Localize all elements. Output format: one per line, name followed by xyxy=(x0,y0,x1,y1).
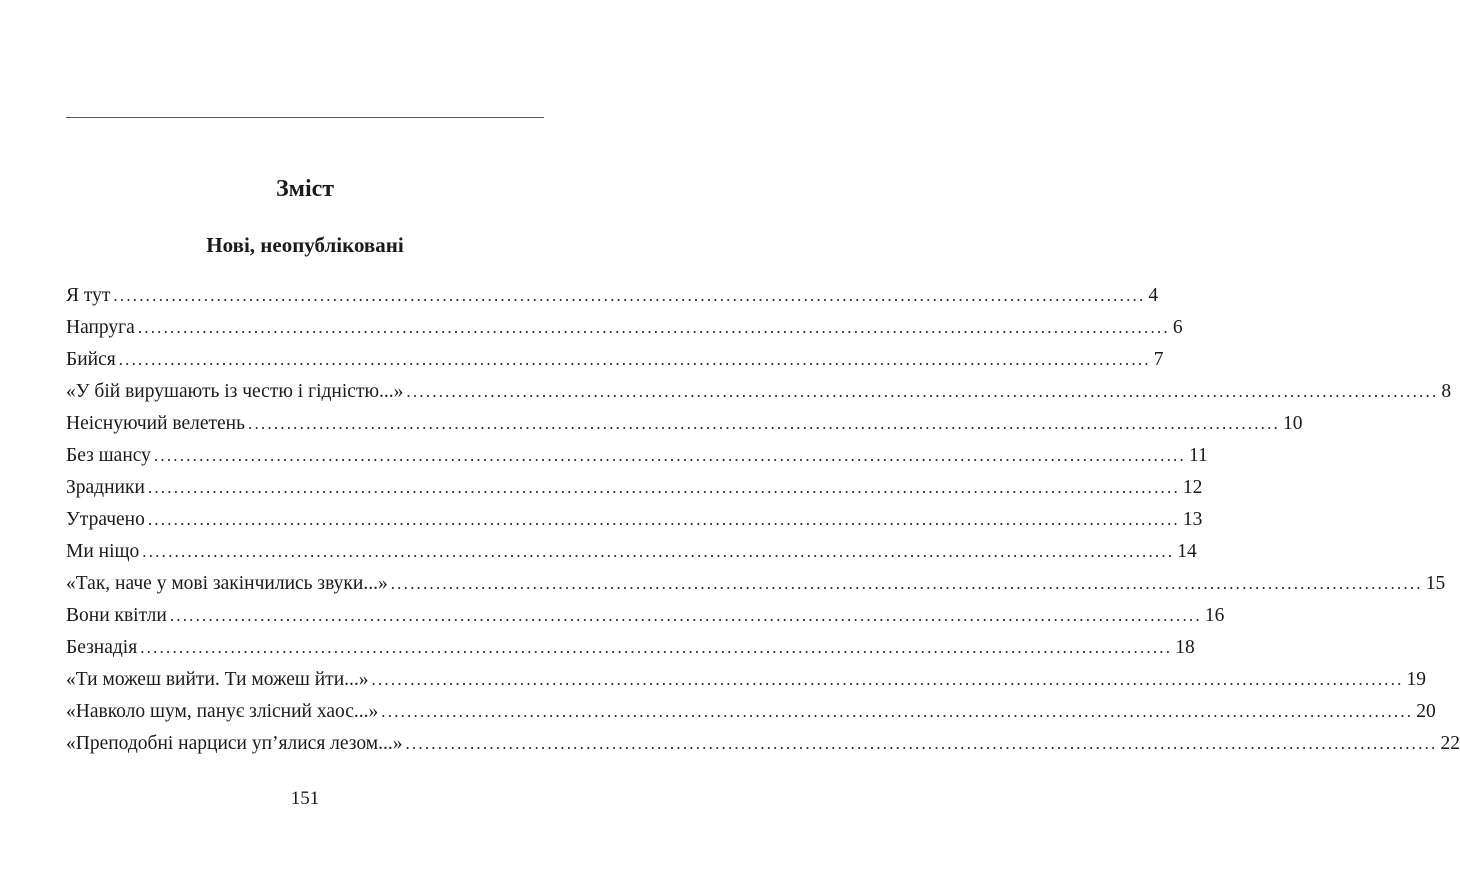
table-of-contents xyxy=(66,280,1460,760)
toc-entry[interactable] xyxy=(66,536,1197,568)
toc-leader-dots: ................................................................................................................................................................ xyxy=(118,350,1151,369)
toc-leader-dots: ................................................................................................................................................................ xyxy=(406,382,1439,401)
toc-entry-page: 7 xyxy=(1153,349,1164,370)
toc-entry-title: Утрачено xyxy=(66,509,145,530)
toc-entry[interactable] xyxy=(66,600,1225,632)
toc-entry-title: Бийся xyxy=(66,349,116,370)
toc-entry-page: 4 xyxy=(1148,285,1159,306)
toc-leader-dots: ................................................................................................................................................................ xyxy=(371,670,1404,689)
toc-entry-title: Ми ніщо xyxy=(66,541,140,562)
toc-entry-page: 13 xyxy=(1182,509,1203,530)
toc-entry-page: 11 xyxy=(1188,445,1208,466)
toc-entry-page: 16 xyxy=(1204,605,1225,626)
toc-entry-page: 8 xyxy=(1441,381,1452,402)
page-title: Зміст xyxy=(275,176,335,202)
toc-entry-page: 18 xyxy=(1175,637,1195,658)
toc-entry-page: 15 xyxy=(1425,573,1446,594)
toc-entry[interactable] xyxy=(66,408,1303,440)
toc-entry-title: Неіснуючий велетень xyxy=(66,413,246,434)
toc-entry-title: «Так, наче у мові закінчились звуки...» xyxy=(66,573,388,594)
toc-leader-dots: ................................................................................................................................................................ xyxy=(137,318,1170,337)
toc-entry-title: Напруга xyxy=(66,317,135,338)
toc-entry-page: 6 xyxy=(1172,317,1183,338)
toc-entry[interactable] xyxy=(66,280,1159,312)
toc-entry-title: Без шансу xyxy=(66,445,151,466)
toc-entry[interactable] xyxy=(66,728,1460,760)
toc-entry-page: 10 xyxy=(1283,413,1303,434)
toc-entry[interactable] xyxy=(66,568,1446,600)
toc-entry[interactable] xyxy=(66,440,1208,472)
toc-entry[interactable] xyxy=(66,472,1203,504)
toc-entry-page: 14 xyxy=(1177,541,1197,562)
toc-leader-dots: ................................................................................................................................................................ xyxy=(169,606,1202,625)
toc-entry-title: «Навколо шум, панує злісний хаос...» xyxy=(66,701,379,722)
toc-entry-page: 22 xyxy=(1440,733,1460,754)
toc-leader-dots: ................................................................................................................................................................ xyxy=(147,510,1180,529)
toc-entry-page: 19 xyxy=(1406,669,1427,690)
toc-entry-page: 20 xyxy=(1416,701,1436,722)
toc-leader-dots: ................................................................................................................................................................ xyxy=(140,638,1173,657)
toc-leader-dots: ................................................................................................................................................................ xyxy=(147,478,1180,497)
toc-leader-dots: ................................................................................................................................................................ xyxy=(113,286,1146,305)
toc-entry-page: 12 xyxy=(1182,477,1203,498)
toc-entry[interactable] xyxy=(66,312,1183,344)
toc-leader-dots: ................................................................................................................................................................ xyxy=(248,414,1281,433)
toc-entry-title: «Ти можеш вийти. Ти можеш йти...» xyxy=(66,669,369,690)
page-number: 151 xyxy=(290,788,320,809)
toc-entry[interactable] xyxy=(66,344,1164,376)
toc-entry-title: Вони квітли xyxy=(66,605,167,626)
toc-entry[interactable] xyxy=(66,504,1203,536)
toc-entry-title: «У бій вирушають із честю і гідністю...» xyxy=(66,381,404,402)
toc-entry[interactable] xyxy=(66,632,1195,664)
toc-leader-dots: ................................................................................................................................................................ xyxy=(381,702,1414,721)
toc-entry[interactable] xyxy=(66,376,1452,408)
toc-leader-dots: ................................................................................................................................................................ xyxy=(390,574,1423,593)
toc-entry[interactable] xyxy=(66,696,1436,728)
toc-leader-dots: ................................................................................................................................................................ xyxy=(153,446,1186,465)
toc-entry-title: «Преподобні нарциси уп’ялися лезом...» xyxy=(66,733,403,754)
toc-entry-title: Я тут xyxy=(66,285,111,306)
top-divider xyxy=(66,117,544,118)
toc-leader-dots: ................................................................................................................................................................ xyxy=(142,542,1175,561)
toc-leader-dots: ................................................................................................................................................................ xyxy=(405,734,1438,753)
toc-entry-title: Зрадники xyxy=(66,477,145,498)
section-title: Нові, неопубліковані xyxy=(206,233,404,257)
toc-entry-title: Безнадія xyxy=(66,637,138,658)
toc-entry[interactable] xyxy=(66,664,1427,696)
